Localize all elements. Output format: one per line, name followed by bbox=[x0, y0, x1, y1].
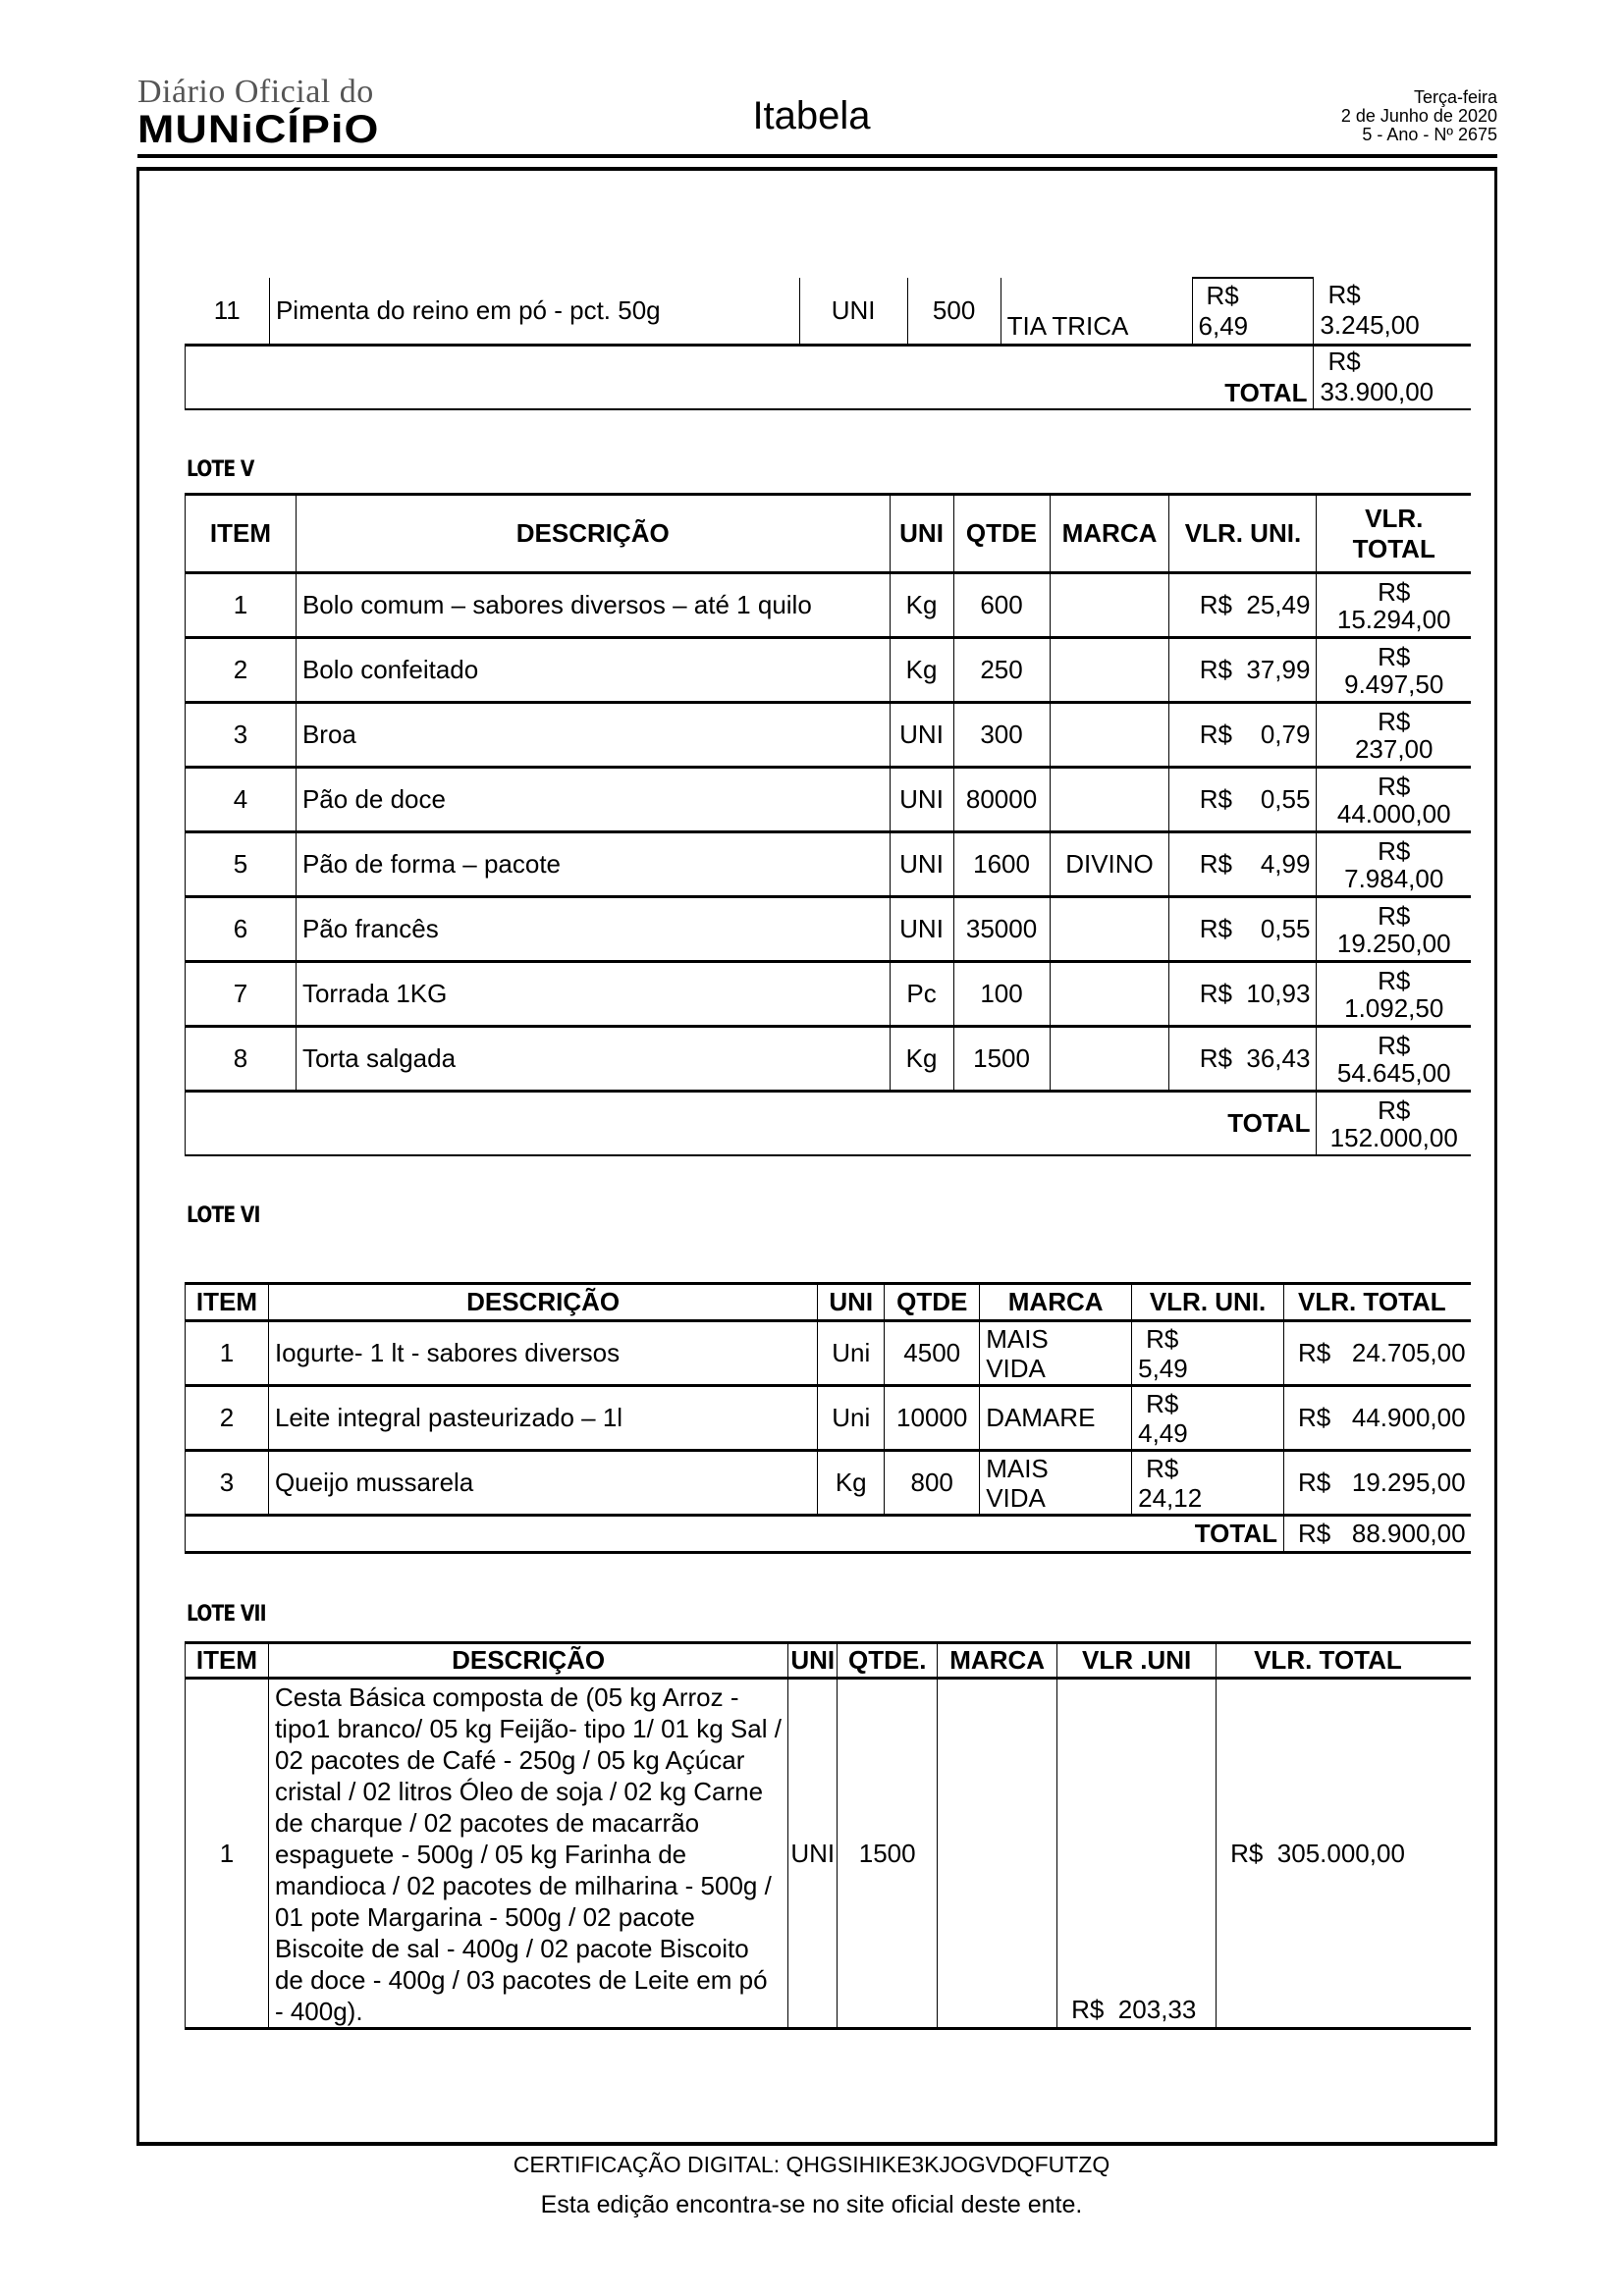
table-row bbox=[186, 768, 1472, 832]
brand-cell bbox=[1050, 703, 1169, 768]
lote-iv-tail bbox=[185, 277, 1471, 410]
brand-cell: DIVINO bbox=[1050, 832, 1169, 897]
table-row bbox=[186, 278, 1472, 345]
total-label: TOTAL bbox=[186, 1516, 1284, 1553]
col-qtde: QTDE. bbox=[838, 1643, 938, 1679]
total-price-cell: R$ 19.295,00 bbox=[1283, 1451, 1471, 1516]
unit-cell: UNI bbox=[788, 1679, 838, 2029]
unit-price-cell: R$ 36,43 bbox=[1169, 1027, 1317, 1092]
item-cell: 2 bbox=[186, 638, 297, 703]
total-price-cell bbox=[1317, 703, 1471, 768]
item-cell: 1 bbox=[186, 1679, 269, 2029]
unit-cell: Kg bbox=[890, 638, 953, 703]
currency-label: R$ bbox=[1206, 280, 1239, 310]
quantity-cell: 500 bbox=[907, 278, 1001, 345]
brand-line: VIDA bbox=[986, 1482, 1046, 1513]
lote-vi-table bbox=[185, 1282, 1471, 1554]
total-price-value: 44.000,00 bbox=[1336, 798, 1451, 828]
description-cell: Iogurte- 1 lt - sabores diversos bbox=[268, 1321, 817, 1386]
item-cell: 7 bbox=[186, 962, 297, 1027]
total-price-value: 9.497,50 bbox=[1344, 668, 1444, 699]
table-row bbox=[186, 703, 1472, 768]
unit-price-cell bbox=[1132, 1451, 1284, 1516]
unit-cell: UNI bbox=[890, 703, 953, 768]
total-price-cell bbox=[1317, 832, 1471, 897]
table-row bbox=[186, 1679, 1472, 2029]
brand-cell bbox=[980, 1321, 1132, 1386]
unit-price-value: 24,12 bbox=[1138, 1482, 1203, 1513]
table-row bbox=[186, 897, 1472, 962]
unit-price-cell: R$ 203,33 bbox=[1057, 1679, 1217, 2029]
quantity-cell: 1500 bbox=[953, 1027, 1050, 1092]
total-price-cell bbox=[1317, 897, 1471, 962]
quantity-cell: 300 bbox=[953, 703, 1050, 768]
lote-v-title: LOTE V bbox=[187, 457, 254, 482]
unit-price-cell bbox=[1192, 278, 1314, 345]
description-cell: Broa bbox=[296, 703, 890, 768]
quantity-cell: 800 bbox=[885, 1451, 980, 1516]
brand-cell: TIA TRICA bbox=[1001, 278, 1192, 345]
col-vlr-uni: VLR .UNI bbox=[1057, 1643, 1217, 1679]
description-cell: Leite integral pasteurizado – 1l bbox=[268, 1386, 817, 1451]
quantity-cell: 100 bbox=[953, 962, 1050, 1027]
description-cell: Bolo comum – sabores diversos – até 1 quilo bbox=[296, 573, 890, 638]
unit-cell: Kg bbox=[890, 1027, 953, 1092]
unit-price-cell bbox=[1132, 1321, 1284, 1386]
description-cell: Bolo confeitado bbox=[296, 638, 890, 703]
col-vlr-total: VLR. TOTAL bbox=[1217, 1643, 1471, 1679]
quantity-cell: 1600 bbox=[953, 832, 1050, 897]
unit-price-cell: R$ 37,99 bbox=[1169, 638, 1317, 703]
total-price-cell bbox=[1314, 278, 1471, 345]
lote-v-table bbox=[185, 493, 1471, 1156]
unit-price-cell: R$ 4,99 bbox=[1169, 832, 1317, 897]
total-row bbox=[186, 1516, 1472, 1553]
unit-price-value: 5,49 bbox=[1138, 1353, 1188, 1383]
col-descricao: DESCRIÇÃO bbox=[268, 1284, 817, 1321]
currency-label: R$ bbox=[1378, 706, 1411, 736]
unit-cell: UNI bbox=[890, 832, 953, 897]
description-cell: Torrada 1KG bbox=[296, 962, 890, 1027]
quantity-cell: 10000 bbox=[885, 1386, 980, 1451]
header-row bbox=[186, 495, 1472, 573]
table-row bbox=[186, 1386, 1472, 1451]
total-price-value: 3.245,00 bbox=[1320, 310, 1420, 341]
description-cell: Pão de forma – pacote bbox=[296, 832, 890, 897]
currency-label: R$ bbox=[1327, 347, 1361, 376]
lote-vii-table bbox=[185, 1641, 1471, 2030]
lote-vi-title: LOTE VI bbox=[187, 1203, 260, 1228]
col-uni: UNI bbox=[818, 1284, 885, 1321]
item-cell: 11 bbox=[186, 278, 270, 345]
brand-line: VIDA bbox=[986, 1353, 1046, 1383]
total-price-value: 7.984,00 bbox=[1344, 863, 1444, 893]
quantity-cell: 600 bbox=[953, 573, 1050, 638]
item-cell: 3 bbox=[186, 1451, 269, 1516]
table-row bbox=[186, 1451, 1472, 1516]
brand-cell bbox=[1050, 768, 1169, 832]
total-row bbox=[186, 345, 1472, 409]
unit-price-value: 6,49 bbox=[1198, 310, 1249, 341]
col-vlr-total bbox=[1317, 495, 1471, 573]
unit-price-cell: R$ 10,93 bbox=[1169, 962, 1317, 1027]
total-price-cell: R$ 305.000,00 bbox=[1217, 1679, 1471, 2029]
quantity-cell: 1500 bbox=[838, 1679, 938, 2029]
total-price-cell bbox=[1317, 573, 1471, 638]
total-price-cell: R$ 24.705,00 bbox=[1283, 1321, 1471, 1386]
logo-line-2: MUNiCÍPiO bbox=[137, 108, 380, 151]
unit-cell: Kg bbox=[890, 573, 953, 638]
lote-v bbox=[185, 493, 1471, 1156]
col-descricao: DESCRIÇÃO bbox=[268, 1643, 787, 1679]
total-label: TOTAL bbox=[186, 345, 1314, 409]
brand-cell bbox=[1050, 638, 1169, 703]
unit-cell: Pc bbox=[890, 962, 953, 1027]
unit-cell: UNI bbox=[799, 278, 907, 345]
col-vlr-total: VLR. TOTAL bbox=[1283, 1284, 1471, 1321]
unit-price-cell: R$ 0,55 bbox=[1169, 768, 1317, 832]
brand-cell bbox=[938, 1679, 1057, 2029]
item-cell: 6 bbox=[186, 897, 297, 962]
table-row bbox=[186, 832, 1472, 897]
publication-date: 2 de Junho de 2020 bbox=[1340, 106, 1497, 126]
item-cell: 8 bbox=[186, 1027, 297, 1092]
header-row bbox=[186, 1284, 1472, 1321]
edition-info bbox=[1341, 88, 1497, 144]
col-vlr-uni: VLR. UNI. bbox=[1169, 495, 1317, 573]
currency-label: R$ bbox=[1378, 641, 1411, 671]
currency-label: R$ bbox=[1146, 1323, 1179, 1354]
unit-cell: UNI bbox=[890, 768, 953, 832]
total-price-value: 19.250,00 bbox=[1336, 928, 1451, 958]
currency-label: R$ bbox=[1327, 280, 1361, 310]
total-price-cell bbox=[1317, 638, 1471, 703]
col-marca: MARCA bbox=[1050, 495, 1169, 573]
total-row bbox=[186, 1092, 1472, 1156]
digital-certification: CERTIFICAÇÃO DIGITAL: QHGSIHIKE3KJOGVDQFUTZQ bbox=[513, 2152, 1110, 2177]
item-cell: 5 bbox=[186, 832, 297, 897]
quantity-cell: 250 bbox=[953, 638, 1050, 703]
total-price-value: 54.645,00 bbox=[1336, 1057, 1451, 1088]
brand-line: MAIS bbox=[986, 1453, 1049, 1483]
description-cell: Cesta Básica composta de (05 kg Arroz - tipo1 branco/ 05 kg Feijão- tipo 1/ 01 kg Sal / 02 pacotes de Café - 250g / 05 kg Açúcar cristal / 02 litros Óleo de soja / 02 kg Carne de charque / 02 pacotes de macarrão espaguete - 500g / 05 kg Farinha de mandioca / 02 pacotes de milharina - 500g / 01 pote Margarina - 500g / 02 pacote Biscoite de sal - 400g / 02 pacote Biscoito de doce - 400g / 03 pacotes de Leite em pó - 400g). bbox=[268, 1679, 787, 2029]
quantity-cell: 80000 bbox=[953, 768, 1050, 832]
unit-cell: UNI bbox=[890, 897, 953, 962]
item-cell: 1 bbox=[186, 1321, 269, 1386]
currency-label: R$ bbox=[1378, 1095, 1411, 1125]
currency-label: R$ bbox=[1378, 965, 1411, 995]
description-cell: Pão de doce bbox=[296, 768, 890, 832]
total-value-cell: R$ 88.900,00 bbox=[1283, 1516, 1471, 1553]
unit-cell: Uni bbox=[818, 1321, 885, 1386]
col-item: ITEM bbox=[186, 1284, 269, 1321]
table-row bbox=[186, 573, 1472, 638]
col-item: ITEM bbox=[186, 1643, 269, 1679]
description-cell: Pão francês bbox=[296, 897, 890, 962]
lote-vii-title: LOTE VII bbox=[187, 1602, 266, 1627]
col-uni: UNI bbox=[890, 495, 953, 573]
table-row bbox=[186, 1321, 1472, 1386]
item-cell: 2 bbox=[186, 1386, 269, 1451]
brand-cell bbox=[1050, 573, 1169, 638]
lote-iv-tail-table bbox=[185, 277, 1471, 410]
currency-label: R$ bbox=[1378, 771, 1411, 801]
unit-cell: Uni bbox=[818, 1386, 885, 1451]
col-descricao: DESCRIÇÃO bbox=[296, 495, 890, 573]
description-cell: Pimenta do reino em pó - pct. 50g bbox=[269, 278, 799, 345]
currency-label: R$ bbox=[1146, 1453, 1179, 1483]
total-price-value: 1.092,50 bbox=[1344, 992, 1444, 1023]
unit-price-cell: R$ 0,79 bbox=[1169, 703, 1317, 768]
total-label: TOTAL bbox=[186, 1092, 1317, 1156]
col-vlr-uni: VLR. UNI. bbox=[1132, 1284, 1284, 1321]
quantity-cell: 35000 bbox=[953, 897, 1050, 962]
col-marca: MARCA bbox=[980, 1284, 1132, 1321]
total-price-cell bbox=[1317, 1027, 1471, 1092]
unit-cell: Kg bbox=[818, 1451, 885, 1516]
total-price-value: 15.294,00 bbox=[1336, 604, 1451, 634]
table-row bbox=[186, 1027, 1472, 1092]
city-title: Itabela bbox=[752, 94, 871, 137]
table-row bbox=[186, 638, 1472, 703]
currency-label: R$ bbox=[1378, 576, 1411, 607]
brand-cell bbox=[1050, 1027, 1169, 1092]
header-line: TOTAL bbox=[1352, 533, 1435, 563]
description-cell: Torta salgada bbox=[296, 1027, 890, 1092]
brand-line: MAIS bbox=[986, 1323, 1049, 1354]
item-cell: 3 bbox=[186, 703, 297, 768]
edition-number: 5 - Ano - Nº 2675 bbox=[1362, 125, 1497, 144]
currency-label: R$ bbox=[1378, 1030, 1411, 1060]
quantity-cell: 4500 bbox=[885, 1321, 980, 1386]
header-line: VLR. bbox=[1365, 503, 1424, 533]
total-price-cell: R$ 44.900,00 bbox=[1283, 1386, 1471, 1451]
brand-cell bbox=[1050, 897, 1169, 962]
item-cell: 4 bbox=[186, 768, 297, 832]
unit-price-value: 4,49 bbox=[1138, 1417, 1188, 1448]
item-cell: 1 bbox=[186, 573, 297, 638]
lote-vi bbox=[185, 1282, 1471, 1559]
logo-line-1: Diário Oficial do bbox=[137, 74, 374, 110]
col-marca: MARCA bbox=[938, 1643, 1057, 1679]
brand-cell: DAMARE bbox=[980, 1386, 1132, 1451]
unit-price-cell bbox=[1132, 1386, 1284, 1451]
brand-cell bbox=[980, 1451, 1132, 1516]
col-uni: UNI bbox=[788, 1643, 838, 1679]
currency-label: R$ bbox=[1378, 900, 1411, 931]
lote-vii bbox=[185, 1641, 1471, 2036]
currency-label: R$ bbox=[1146, 1388, 1179, 1418]
col-qtde: QTDE bbox=[885, 1284, 980, 1321]
total-value: 152.000,00 bbox=[1329, 1122, 1458, 1152]
total-value-cell bbox=[1317, 1092, 1471, 1156]
unit-price-cell: R$ 0,55 bbox=[1169, 897, 1317, 962]
currency-label: R$ bbox=[1378, 835, 1411, 866]
total-price-cell bbox=[1317, 962, 1471, 1027]
total-value-cell bbox=[1314, 345, 1471, 409]
weekday: Terça-feira bbox=[1413, 87, 1497, 107]
col-item: ITEM bbox=[186, 495, 297, 573]
total-price-cell bbox=[1317, 768, 1471, 832]
total-value: 33.900,00 bbox=[1320, 377, 1434, 406]
table-row bbox=[186, 962, 1472, 1027]
col-qtde: QTDE bbox=[953, 495, 1050, 573]
site-note: Esta edição encontra-se no site oficial deste ente. bbox=[540, 2191, 1083, 2218]
header-divider bbox=[137, 154, 1497, 158]
unit-price-cell: R$ 25,49 bbox=[1169, 573, 1317, 638]
header-row bbox=[186, 1643, 1472, 1679]
description-cell: Queijo mussarela bbox=[268, 1451, 817, 1516]
brand-cell bbox=[1050, 962, 1169, 1027]
total-price-value: 237,00 bbox=[1354, 733, 1434, 764]
